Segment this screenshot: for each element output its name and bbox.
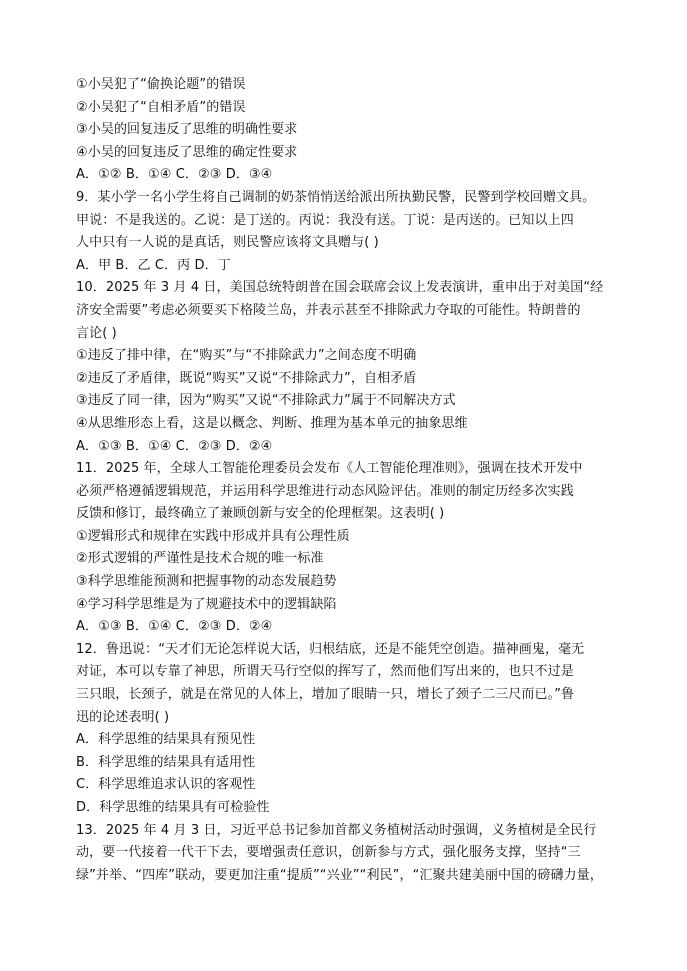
statement-4: ④小吴的回复违反了思维的确定性要求 [76,144,298,160]
question-stem-line: 迅的论述表明( ) [76,709,170,725]
question-13 [76,820,616,888]
question-stem-line: 对证，本可以专靠了神思，所谓天马行空似的挥写了，然而他们写出来的，也只不过是 [76,664,574,680]
question-stem-line: 反馈和修订，最终确立了兼顾创新与安全的伦理框架。这表明( ) [76,506,445,522]
answer-options: A．①③ B．①④ C．②③ D．②④ [76,438,273,454]
question-stem-line: 9．某小学一名小学生将自己调制的奶茶悄悄送给派出所执勤民警，民警到学校回赠文具。 [76,189,596,205]
question-stem-line: 济安全需要”考虑必须要买下格陵兰岛，并表示甚至不排除武力夺取的可能性。特朗普的 [76,302,581,318]
option-c: C．科学思维追求认识的客观性 [76,777,256,793]
question-stem-line: 人中只有一人说的是真话，则民警应该将文具赠与( ) [76,235,379,251]
question-stem-line: 必须严格遵循逻辑规范，并运用科学思维进行动态风险评估。准则的制定历经多次实践 [76,483,574,499]
question-10 [76,277,616,458]
question-stem-line: 动，要一代接着一代干下去，要增强责任意识，创新参与方式，强化服务支撑，坚持“三 [76,845,581,861]
statement-3: ③小吴的回复违反了思维的明确性要求 [76,122,298,138]
statement-4: ④从思维形态上看，这是以概念、判断、推理为基本单元的抽象思维 [76,415,468,431]
statement-2: ②形式逻辑的严谨性是技术合规的唯一标准 [76,551,324,567]
question-stem-line: 13．2025 年 4 月 3 日，习近平总书记参加首都义务植树活动时强调，义务植树是全民行 [76,822,597,838]
question-stem-line: 12．鲁迅说：“天才们无论怎样说大话，归根结底，还是不能凭空创造。描神画鬼，毫无 [76,641,585,657]
question-stem-line: 绿”并举、“四库”联动，要更加注重“提质”“兴业”“利民”，“汇聚共建美丽中国的磅礴力量， [76,867,603,883]
answer-options: A．①② B．①④ C．②③ D．③④ [76,167,273,183]
statement-1: ①逻辑形式和规律在实践中形成并具有公理性质 [76,528,350,544]
question-stem-line: 言论( ) [76,325,117,341]
question-stem-line: 三只眼，长颈子，就是在常见的人体上，增加了眼睛一只，增长了颈子二三尺而已。”鲁 [76,687,575,703]
statement-4: ④学习科学思维是为了规避技术中的逻辑缺陷 [76,596,337,612]
question-stem-line: 11．2025 年，全球人工智能伦理委员会发布《人工智能伦理准则》，强调在技术开发中 [76,461,583,477]
answer-options: A．①③ B．①④ C．②③ D．②④ [76,619,273,635]
option-a: A．科学思维的结果具有预见性 [76,732,256,748]
statement-2: ②违反了矛盾律，既说“购买”又说“不排除武力”，自相矛盾 [76,370,417,386]
answer-options: A．甲 B．乙 C．丙 D．丁 [76,257,231,273]
option-d: D．科学思维的结果具有可检验性 [76,800,270,815]
question-12 [76,639,616,820]
question-11 [76,458,616,639]
statement-3: ③科学思维能预测和把握事物的动态发展趋势 [76,574,337,590]
document-page [76,74,616,887]
option-b: B．科学思维的结果具有适用性 [76,754,256,770]
question-stem-line: 10．2025 年 3 月 4 日，美国总统特朗普在国会联席会议上发表演讲，重申出于对美国“经 [76,280,604,296]
question-9 [76,187,616,277]
statement-1: ①违反了排中律，在“购买”与“不排除武力”之间态度不明确 [76,348,417,364]
statement-3: ③违反了同一律，因为“购买”又说“不排除武力”属于不同解决方式 [76,393,456,409]
question-stem-line: 甲说：不是我送的。乙说：是丁送的。丙说：我没有送。丁说：是丙送的。已知以上四 [76,212,574,228]
statement-1: ①小吴犯了“偷换论题”的错误 [76,77,246,92]
q8-options-block [76,74,616,187]
statement-2: ②小吴犯了“自相矛盾”的错误 [76,99,246,115]
